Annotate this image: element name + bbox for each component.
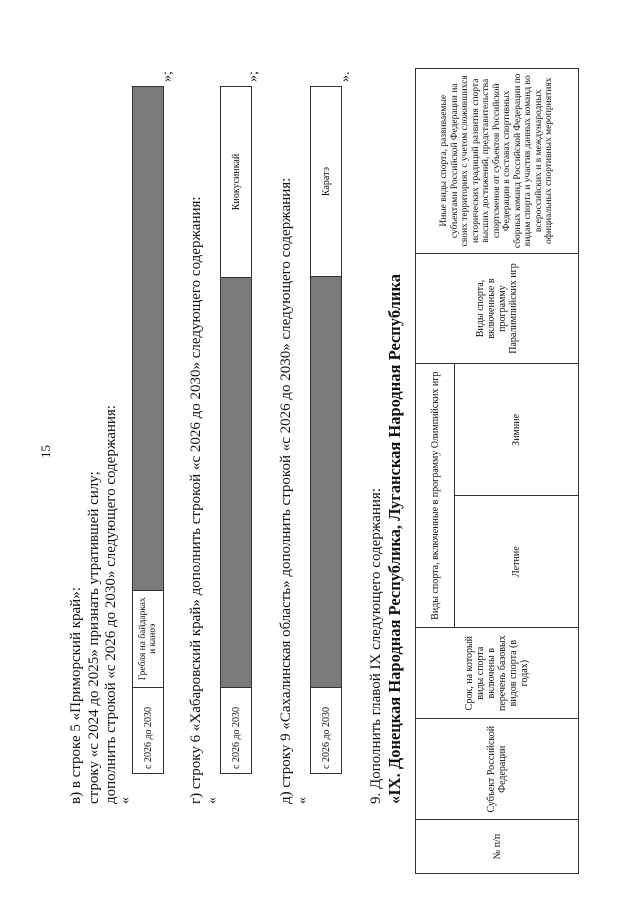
sport-cell: Гребля на байдарках и каноэ [133, 590, 164, 687]
period-cell: с 2026 до 2030 [221, 687, 252, 773]
table-row [311, 87, 342, 774]
open-quote: « [295, 797, 310, 804]
section-v-line2: строку «с 2024 до 2025» признать утратившей силу; [86, 471, 102, 804]
section-v-line1: в) в строке 5 «Приморский край»: [68, 587, 84, 804]
empty-cell [133, 87, 164, 591]
period-cell: с 2026 до 2030 [133, 687, 164, 773]
section-d-table [310, 86, 342, 774]
open-quote: « [118, 797, 133, 804]
col-olympic: Виды спорта, включенные в программу Олимпийских игр [416, 364, 455, 628]
section-9-line1: 9. Дополнить главой IX следующего содержания: [368, 488, 384, 804]
table-row [221, 87, 252, 774]
col-winter: Зимние [455, 364, 579, 496]
empty-cell [311, 277, 342, 688]
section-v-table [132, 86, 164, 774]
section-d-line1: д) строку 9 «Сахалинская область» дополнить строкой «с 2026 до 2030» следующего содержания: [278, 177, 294, 804]
table-row [133, 87, 164, 774]
col-subject: Субъект Российской Федерации [416, 719, 579, 820]
empty-cell [221, 277, 252, 687]
period-cell: с 2026 до 2030 [311, 687, 342, 773]
open-quote: « [205, 797, 220, 804]
sport-cell: Киокусинкай [221, 87, 252, 278]
close-quote: »; [160, 71, 175, 82]
close-quote: »; [246, 71, 261, 82]
col-paralympic: Виды спорта, включенные в программу Паралимпийских игр [416, 253, 579, 364]
section-g-table [220, 86, 252, 774]
sport-cell: Каратэ [311, 87, 342, 277]
col-summer: Летние [455, 496, 579, 628]
col-term: Срок, на который виды спорта включены в перечень базовых видов спорта (в годах) [416, 627, 579, 718]
header-row [416, 69, 455, 874]
col-num: № п/п [416, 820, 579, 874]
col-other: Иные виды спорта, развиваемые субъектами Российской Федерации на своих территориях с учетом сложившихся исторических традиций развития спорта высших достижений, представительства спортсменов от субъектов Российской Федерации в составах спортивных сборных команд Российской Федерации по видам спорта и участия данных команд во всероссийских и в международных официальных спортивных мероприятиях [416, 69, 579, 254]
page-number: 15 [38, 445, 53, 458]
close-quote: ». [338, 71, 353, 82]
section-v-line3: дополнить строкой «с 2026 до 2030» следующего содержания: [103, 405, 119, 804]
chapter-heading: «IX. Донецкая Народная Республика, Луганская Народная Республика [385, 274, 404, 804]
section-g-line1: г) строку 6 «Хабаровский край» дополнить строкой «с 2026 до 2030» следующего содержания: [188, 196, 204, 804]
chapter-table-header [415, 68, 579, 874]
